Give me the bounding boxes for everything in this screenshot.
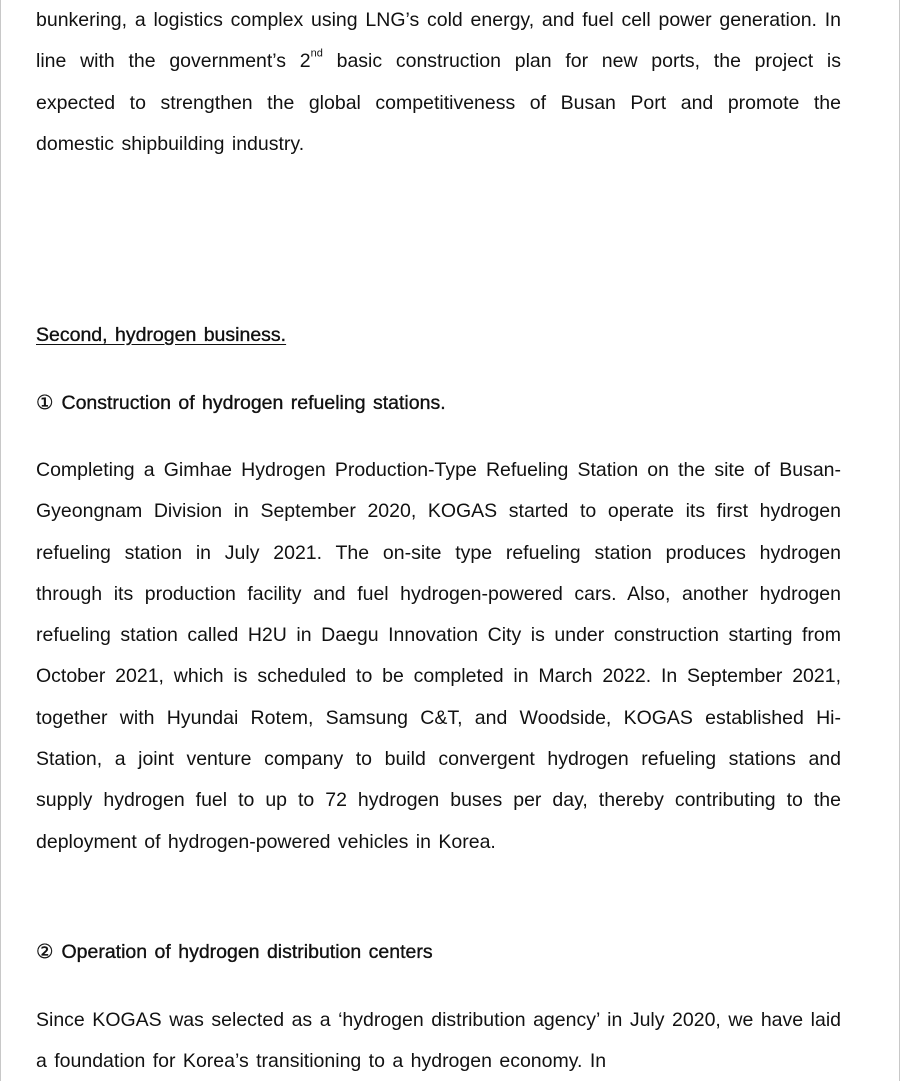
circled-number-two-icon: ② (36, 941, 54, 963)
intro-text-before-superscript: bunkering, a logistics complex using LNG’s cold energy, and fuel cell power generation. In line with the government’s 2 (36, 9, 841, 73)
refueling-stations-paragraph: Completing a Gimhae Hydrogen Production-Type Refueling Station on the site of Busan-Gyeongnam Division in September 2020, KOGAS started to operate its first hydrogen refueling station in July 2021. The on-site type refueling station produces hydrogen through its production facility and fuel hydrogen-powered cars. Also, another hydrogen refueling station called H2U in Daegu Innovation City is under construction starting from October 2021, which is scheduled to be completed in March 2022. In September 2021, together with Hyundai Rotem, Samsung C&T, and Woodside, KOGAS established Hi-Station, a joint venture company to build convergent hydrogen refueling stations and supply hydrogen fuel to up to 72 hydrogen buses per day, thereby contributing to the deployment of hydrogen-powered vehicles in Korea. (36, 459, 841, 853)
ordinal-superscript: nd (310, 47, 323, 60)
intro-paragraph (36, 0, 841, 165)
subsection-title: Operation of hydrogen distribution centers (61, 941, 433, 963)
circled-number-one-icon: ① (36, 392, 54, 414)
distribution-centers-paragraph: Since KOGAS was selected as a ‘hydrogen distribution agency’ in July 2020, we have laid a foundation for Korea’s transitioning to a hydrogen economy. In (36, 1009, 841, 1073)
subsection-title: Construction of hydrogen refueling stations. (61, 392, 446, 414)
intro-text-after-superscript: basic construction plan for new ports, the project is expected to strengthen the global competitiveness of Busan Port and promote the domestic shipbuilding industry. (36, 50, 841, 155)
subsection-heading-refueling-stations (36, 389, 446, 417)
section-heading: Second, hydrogen business. (36, 324, 287, 346)
subsection-heading-distribution-centers (36, 938, 433, 966)
